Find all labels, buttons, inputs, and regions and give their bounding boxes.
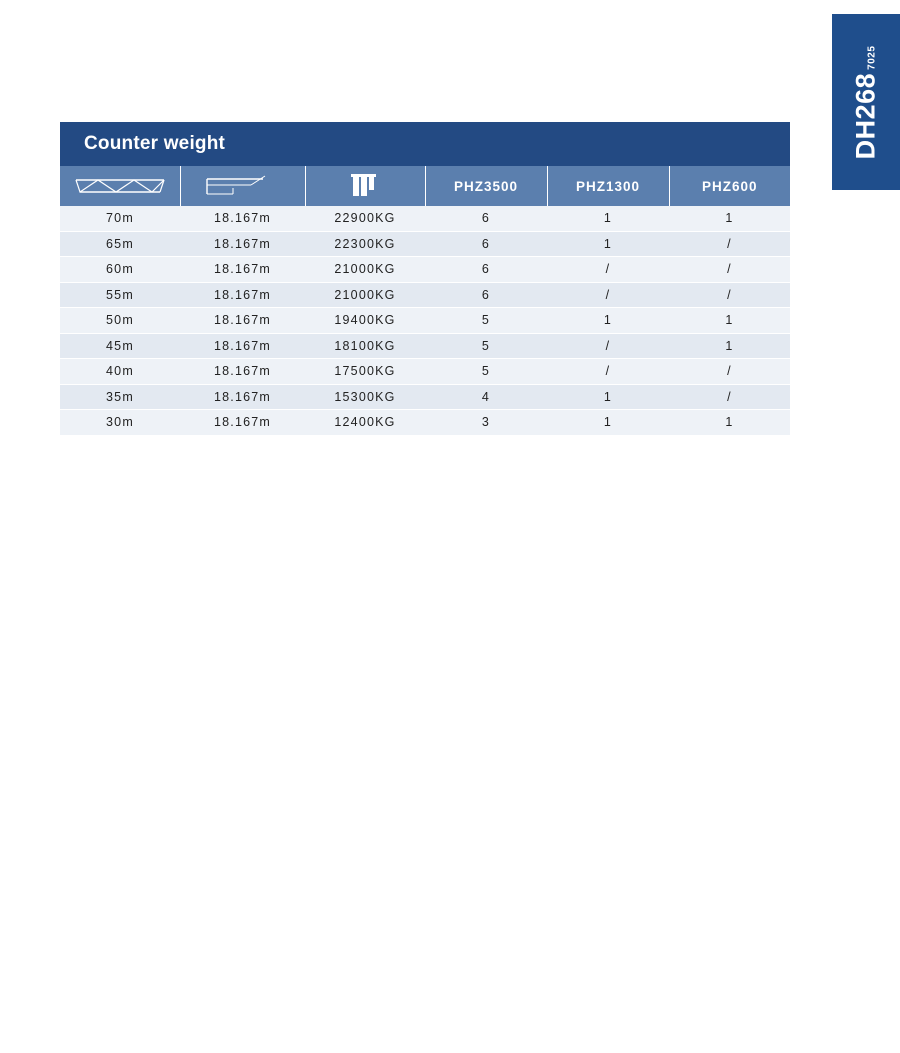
model-name: DH268 — [850, 72, 881, 159]
table-row — [60, 359, 790, 385]
cell-phz1300: / — [547, 333, 669, 359]
table-row — [60, 333, 790, 359]
cell-phz3500: 5 — [425, 333, 547, 359]
cell-phz600: / — [669, 282, 790, 308]
counter-weight-table — [60, 166, 790, 436]
cell-jib-length: 55m — [60, 282, 180, 308]
cell-phz600: / — [669, 231, 790, 257]
cell-weight: 18100KG — [305, 333, 425, 359]
cell-jib-length: 35m — [60, 384, 180, 410]
cell-weight: 22900KG — [305, 206, 425, 231]
cell-radius: 18.167m — [180, 308, 305, 334]
cell-jib-length: 45m — [60, 333, 180, 359]
header-counterweight-mass — [305, 166, 425, 206]
header-jib-radius — [180, 166, 305, 206]
cell-jib-length: 30m — [60, 410, 180, 436]
cell-phz1300: 1 — [547, 231, 669, 257]
cell-phz1300: 1 — [547, 410, 669, 436]
cell-jib-length: 60m — [60, 257, 180, 283]
cell-radius: 18.167m — [180, 384, 305, 410]
cell-phz600: / — [669, 384, 790, 410]
table-row — [60, 282, 790, 308]
cell-weight: 21000KG — [305, 282, 425, 308]
cell-weight: 17500KG — [305, 359, 425, 385]
table-row — [60, 384, 790, 410]
table-row — [60, 231, 790, 257]
cell-weight: 12400KG — [305, 410, 425, 436]
table-body — [60, 206, 790, 435]
cell-phz600: / — [669, 257, 790, 283]
table-title: Counter weight — [60, 122, 790, 166]
cell-jib-length: 70m — [60, 206, 180, 231]
cell-phz3500: 6 — [425, 282, 547, 308]
cell-phz600: 1 — [669, 206, 790, 231]
table-row — [60, 257, 790, 283]
table-row — [60, 308, 790, 334]
counterweight-blocks-icon — [307, 173, 424, 199]
cell-jib-length: 50m — [60, 308, 180, 334]
table-row — [60, 206, 790, 231]
counter-weight-table-block — [60, 122, 790, 436]
model-sub-code: 7025 — [866, 45, 878, 70]
table-header-row — [60, 166, 790, 206]
table-row — [60, 410, 790, 436]
cell-phz3500: 3 — [425, 410, 547, 436]
cell-phz600: 1 — [669, 333, 790, 359]
cell-phz3500: 6 — [425, 231, 547, 257]
cell-phz600: 1 — [669, 410, 790, 436]
cell-phz3500: 6 — [425, 257, 547, 283]
model-side-tab-inner — [851, 45, 882, 159]
cell-weight: 22300KG — [305, 231, 425, 257]
cell-phz3500: 5 — [425, 308, 547, 334]
cell-radius: 18.167m — [180, 410, 305, 436]
cell-phz3500: 4 — [425, 384, 547, 410]
jib-radius-icon — [182, 174, 304, 198]
cell-phz1300: / — [547, 257, 669, 283]
cell-radius: 18.167m — [180, 282, 305, 308]
cell-radius: 18.167m — [180, 333, 305, 359]
cell-phz3500: 5 — [425, 359, 547, 385]
cell-phz1300: 1 — [547, 206, 669, 231]
cell-phz1300: 1 — [547, 308, 669, 334]
cell-phz3500: 6 — [425, 206, 547, 231]
cell-jib-length: 65m — [60, 231, 180, 257]
cell-radius: 18.167m — [180, 359, 305, 385]
cell-weight: 15300KG — [305, 384, 425, 410]
header-jib-length — [60, 166, 180, 206]
cell-phz600: / — [669, 359, 790, 385]
header-phz600: PHZ600 — [669, 166, 790, 206]
cell-radius: 18.167m — [180, 231, 305, 257]
cell-phz1300: 1 — [547, 384, 669, 410]
model-side-tab — [832, 14, 900, 190]
cell-weight: 19400KG — [305, 308, 425, 334]
cell-phz1300: / — [547, 359, 669, 385]
cell-jib-length: 40m — [60, 359, 180, 385]
cell-weight: 21000KG — [305, 257, 425, 283]
cell-radius: 18.167m — [180, 257, 305, 283]
header-phz3500: PHZ3500 — [425, 166, 547, 206]
cell-phz1300: / — [547, 282, 669, 308]
cell-radius: 18.167m — [180, 206, 305, 231]
header-phz1300: PHZ1300 — [547, 166, 669, 206]
cell-phz600: 1 — [669, 308, 790, 334]
jib-truss-icon — [61, 176, 179, 196]
